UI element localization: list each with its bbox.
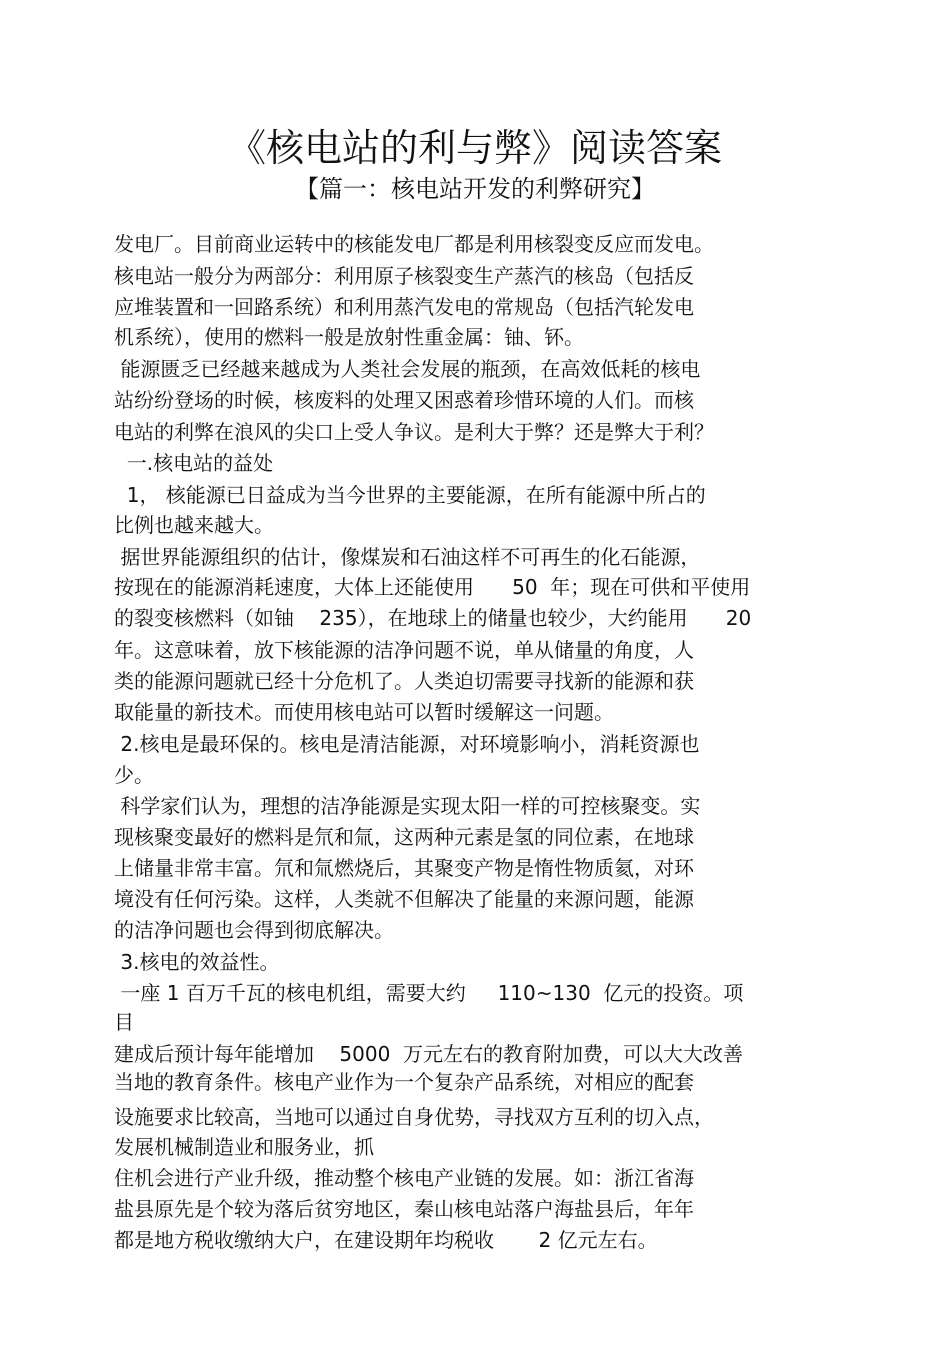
text-line: 发电厂。目前商业运转中的核能发电厂都是利用核裂变反应而发电。 — [114, 232, 714, 256]
text-line: 年。这意味着，放下核能源的洁净问题不说，单从储量的角度，人 — [114, 638, 694, 662]
text-line: 现核聚变最好的燃料是氘和氚，这两种元素是氢的同位素，在地球 — [114, 825, 694, 849]
text-line: 建成后预计每年能增加 5000 万元左右的教育附加费，可以大大改善 — [114, 1042, 744, 1066]
text-line: 当地的教育条件。核电产业作为一个复杂产品系统，对相应的配套 — [114, 1070, 694, 1094]
text-line: 电站的利弊在浪风的尖口上受人争议。是利大于弊？还是弊大于利？ — [114, 420, 714, 444]
text-line: 能源匮乏已经越来越成为人类社会发展的瓶颈，在高效低耗的核电 — [114, 357, 701, 381]
text-line: 站纷纷登场的时候，核废料的处理又困惑着珍惜环境的人们。而核 — [114, 388, 694, 412]
text-line: 比例也越来越大。 — [114, 513, 274, 537]
text-line: 应堆装置和一回路系统）和利用蒸汽发电的常规岛（包括汽轮发电 — [114, 295, 694, 319]
text-line: 3.核电的效益性。 — [114, 950, 280, 974]
text-line: 发展机械制造业和服务业，抓 — [114, 1135, 374, 1159]
page-title: 《核电站的利与弊》阅读答案 — [227, 126, 722, 170]
text-line: 取能量的新技术。而使用核电站可以暂时缓解这一问题。 — [114, 700, 614, 724]
text-line: 科学家们认为，理想的洁净能源是实现太阳一样的可控核聚变。实 — [114, 794, 701, 818]
text-line: 少。 — [114, 763, 154, 787]
section-heading: 一.核电站的益处 — [114, 451, 274, 475]
text-line: 境没有任何污染。这样，人类就不但解决了能量的来源问题，能源 — [114, 887, 694, 911]
text-line: 按现在的能源消耗速度，大体上还能使用 50 年；现在可供和平使用 — [114, 575, 751, 599]
page-subtitle: 【篇一：核电站开发的利弊研究】 — [295, 175, 655, 203]
text-line: 上储量非常丰富。氘和氚燃烧后，其聚变产物是惰性物质氦，对环 — [114, 856, 694, 880]
text-line: 目 — [114, 1010, 134, 1034]
text-line: 盐县原先是个较为落后贫穷地区，秦山核电站落户海盐县后，年年 — [114, 1197, 694, 1221]
text-line: 设施要求比较高，当地可以通过自身优势，寻找双方互利的切入点， — [114, 1105, 714, 1129]
text-line: 机系统），使用的燃料一般是放射性重金属：铀、钚。 — [114, 325, 584, 349]
text-line: 都是地方税收缴纳大户，在建设期年均税收 2 亿元左右。 — [114, 1228, 658, 1252]
text-line: 核电站一般分为两部分：利用原子核裂变生产蒸汽的核岛（包括反 — [114, 264, 694, 288]
text-line: 住机会进行产业升级，推动整个核电产业链的发展。如：浙江省海 — [114, 1166, 694, 1190]
text-line: 2.核电是最环保的。核电是清洁能源，对环境影响小，消耗资源也 — [114, 732, 700, 756]
text-line: 的洁净问题也会得到彻底解决。 — [114, 918, 394, 942]
text-line: 的裂变核燃料（如铀 235），在地球上的储量也较少，大约能用 20 — [114, 606, 752, 630]
text-line: 一座 1 百万千瓦的核电机组，需要大约 110~130 亿元的投资。项 — [114, 981, 744, 1005]
text-line: 据世界能源组织的估计，像煤炭和石油这样不可再生的化石能源， — [114, 545, 701, 569]
text-line: 1， 核能源已日益成为当今世界的主要能源，在所有能源中所占的 — [114, 483, 706, 507]
text-line: 类的能源问题就已经十分危机了。人类迫切需要寻找新的能源和获 — [114, 669, 694, 693]
